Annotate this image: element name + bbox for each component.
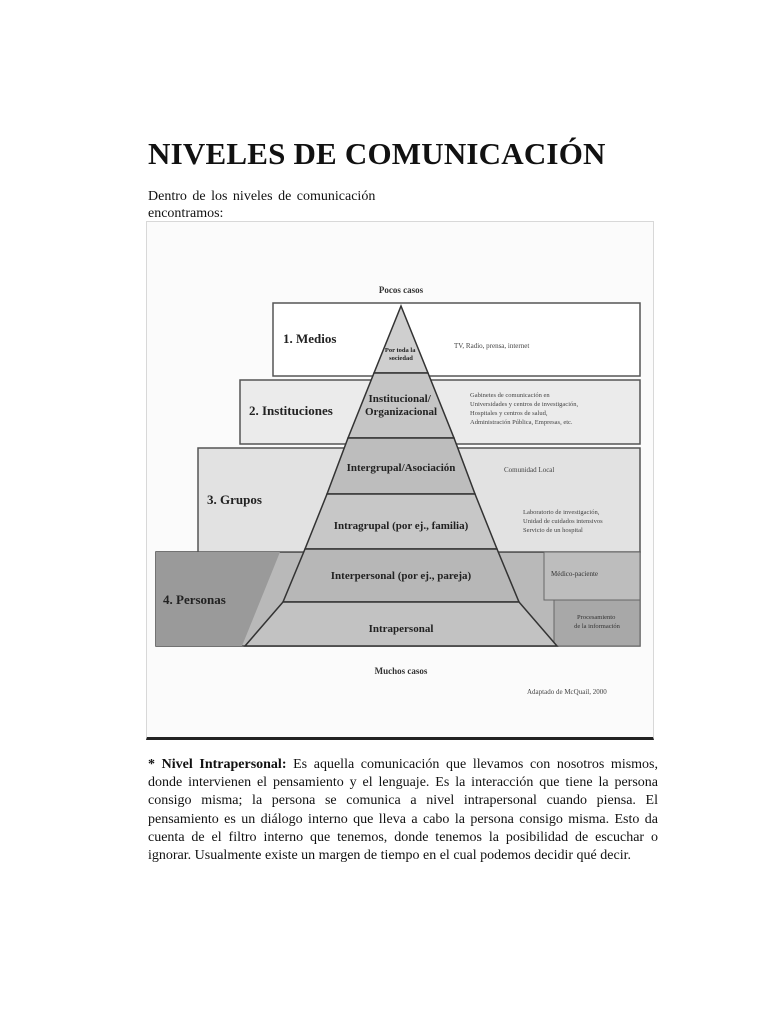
note-personas: Médico-paciente	[551, 570, 599, 578]
level-label-grupos: 3. Grupos	[207, 492, 262, 507]
note-grupos: Comunidad Local	[504, 466, 555, 474]
page-title: NIVELES DE COMUNICACIÓN	[148, 136, 606, 171]
level-label-instituciones: 2. Instituciones	[249, 403, 333, 418]
bottom-label: Muchos casos	[374, 666, 428, 676]
communication-levels-diagram	[146, 221, 654, 740]
note-medios: TV, Radio, prensa, internet	[454, 342, 530, 350]
band-label-intergrupal: Intergrupal/Asociación	[346, 462, 456, 474]
band-label-interpersonal: Interpersonal (por ej., pareja)	[330, 570, 472, 582]
intrapersonal-paragraph	[148, 756, 658, 865]
apex-label: Por toda la sociedad	[384, 347, 416, 362]
level-label-personas: 4. Personas	[163, 592, 226, 607]
note-grupos-lower: Laboratorio de investigación, Unidad de cuidados intensivos Servicio de un hospital	[523, 509, 603, 534]
band-label-intragrupal: Intragrupal (por ej., familia)	[333, 520, 469, 532]
band-label-institucional: Institucional/ Organizacional	[364, 393, 438, 418]
pyramid-svg	[147, 222, 655, 741]
level-label-medios: 1. Medios	[283, 331, 337, 346]
band-label-intrapersonal: Intrapersonal	[368, 623, 434, 635]
note-intrapersonal: Procesamiento de la información	[574, 614, 620, 630]
top-label: Pocos casos	[378, 285, 424, 295]
intro-text: Dentro de los niveles de comunicación encontramos:	[148, 189, 376, 221]
paragraph-body: Es aquella comunicación que llevamos con nosotros mismos, donde intervienen el pensamiento y el lenguaje. Es la interacción que tiene la persona consigo misma; la persona se comunica a nivel intrapersonal cuando piensa. El pensamiento es un diálogo interno que lleva a cabo la persona consigo misma. Esto da cuenta de el filtro interno que tenemos, donde tenemos la posibilidad de escuchar o ignorar. Usualmente existe un margen de tiempo en el cual podemos decidir qué decir.	[148, 757, 658, 864]
source-label: Adaptado de McQuail, 2000	[527, 688, 607, 696]
paragraph-lead: * Nivel Intrapersonal:	[148, 757, 287, 772]
note-instituciones: Gabinetes de comunicación en Universidades y centros de investigación, Hospitales y centros de salud, Administración Pública, Empresas, etc.	[470, 392, 579, 426]
